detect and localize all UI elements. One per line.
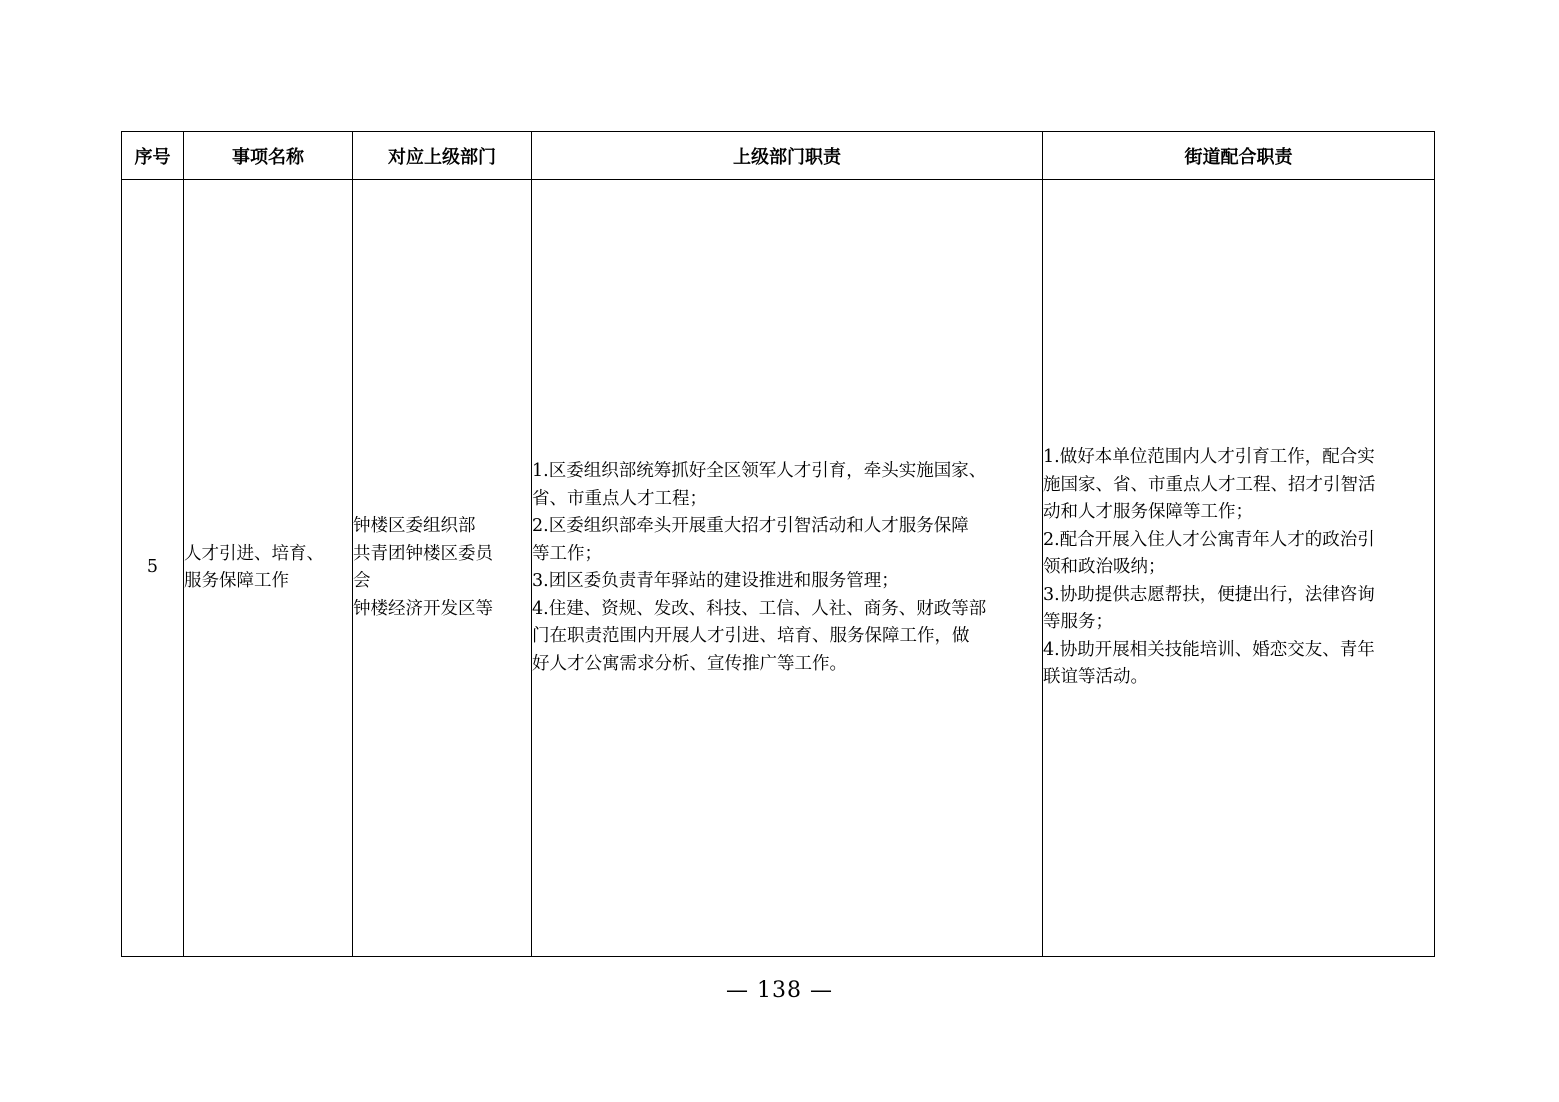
item-name-line: 服务保障工作 xyxy=(184,571,289,591)
upper-duty-line: 4.住建、资规、发改、科技、工信、人社、商务、财政等部 xyxy=(532,598,987,619)
duty-table xyxy=(121,131,1435,957)
table-row xyxy=(122,180,1435,957)
department-line: 钟楼区委组织部 xyxy=(353,516,476,536)
street-duty-line: 领和政治吸纳； xyxy=(1043,557,1166,578)
street-duty-line: 施国家、省、市重点人才工程、招才引智活 xyxy=(1043,474,1376,495)
street-duty-line: 4.协助开展相关技能培训、婚恋交友、青年 xyxy=(1043,639,1375,660)
street-duty-line: 等服务； xyxy=(1043,612,1113,633)
cell-upper-duties xyxy=(532,180,1043,957)
street-duty-line: 动和人才服务保障等工作； xyxy=(1043,502,1253,523)
header-street-duties: 街道配合职责 xyxy=(1043,132,1435,180)
upper-duty-line: 好人才公寓需求分析、宣传推广等工作。 xyxy=(532,653,847,674)
header-item-name: 事项名称 xyxy=(184,132,353,180)
upper-duty-line: 3.团区委负责青年驿站的建设推进和服务管理； xyxy=(532,571,899,591)
header-upper-duties: 上级部门职责 xyxy=(532,132,1043,180)
street-duty-line: 1.做好本单位范围内人才引育工作，配合实 xyxy=(1043,447,1375,468)
cell-item-name xyxy=(184,180,353,957)
department-line: 钟楼经济开发区等 xyxy=(353,598,493,619)
cell-number: 5 xyxy=(122,180,184,957)
street-duty-line: 联谊等活动。 xyxy=(1043,667,1148,688)
department-line: 会 xyxy=(353,571,371,591)
cell-street-duties xyxy=(1043,180,1435,957)
header-row xyxy=(122,132,1435,180)
upper-duty-line: 省、市重点人才工程； xyxy=(532,488,707,509)
upper-duty-line: 1.区委组织部统筹抓好全区领军人才引育，牵头实施国家、 xyxy=(532,461,987,481)
upper-duty-line: 2.区委组织部牵头开展重大招才引智活动和人才服务保障 xyxy=(532,516,969,536)
upper-duty-line: 门在职责范围内开展人才引进、培育、服务保障工作，做 xyxy=(532,626,970,646)
street-duty-line: 2.配合开展入住人才公寓青年人才的政治引 xyxy=(1043,529,1375,550)
street-duty-line: 3.协助提供志愿帮扶，便捷出行，法律咨询 xyxy=(1043,584,1375,605)
upper-duty-line: 等工作； xyxy=(532,543,602,564)
cell-departments xyxy=(353,180,532,957)
header-upper-department: 对应上级部门 xyxy=(353,132,532,180)
page-number: — 138 — xyxy=(726,978,833,1003)
department-line: 共青团钟楼区委员 xyxy=(353,543,493,564)
header-number: 序号 xyxy=(122,132,184,180)
item-name-line: 人才引进、培育、 xyxy=(184,543,324,564)
